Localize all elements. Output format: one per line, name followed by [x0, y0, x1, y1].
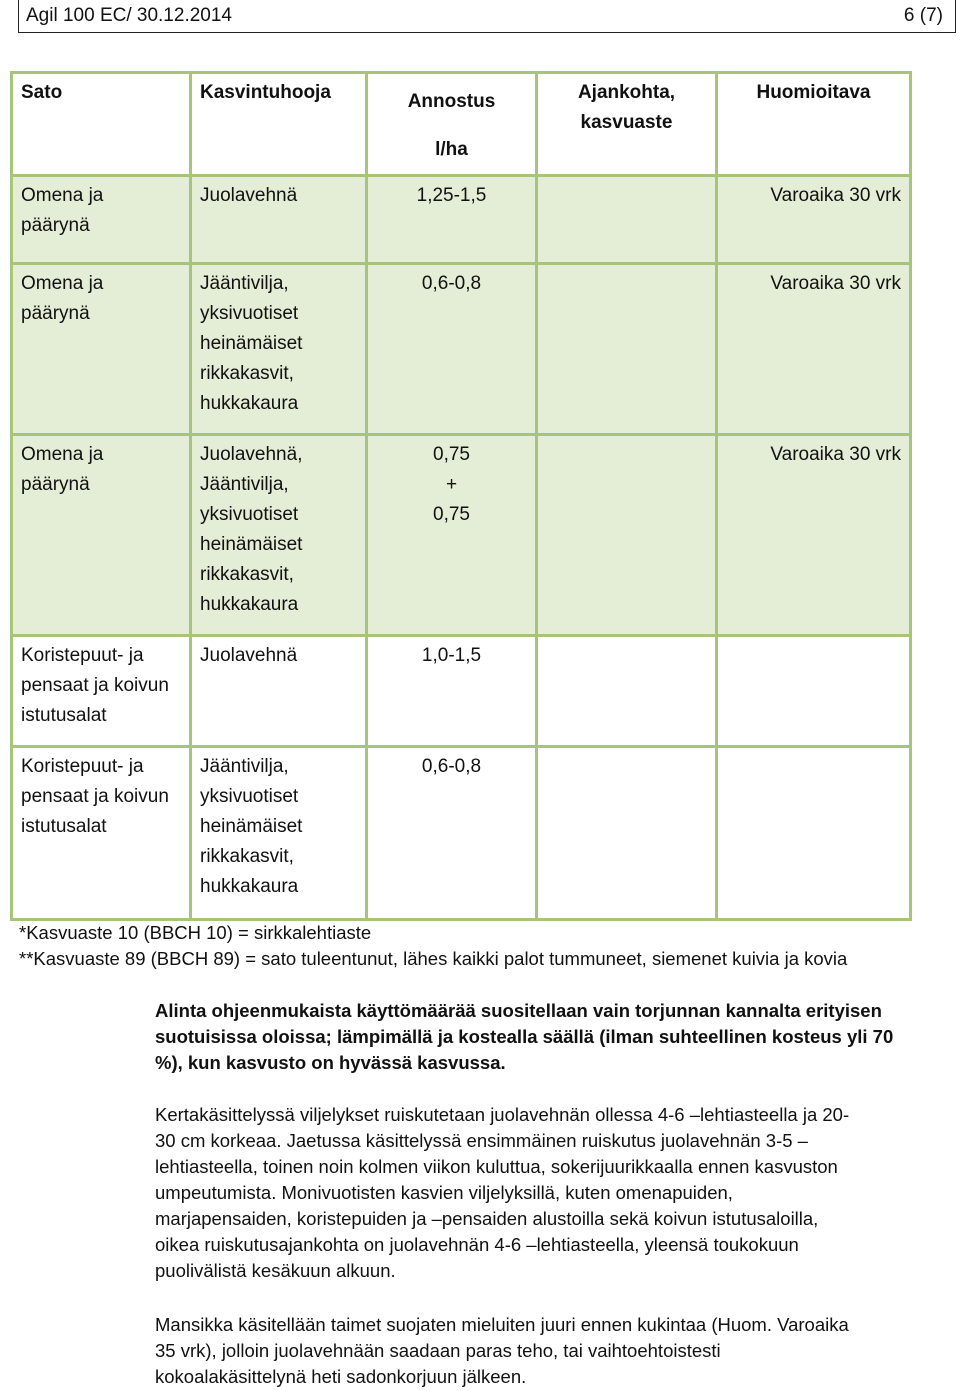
cell-dose — [367, 747, 537, 920]
cell-line: hukkakaura — [200, 594, 299, 615]
cell-timing — [537, 435, 717, 636]
cell-line: Omena ja — [21, 444, 104, 465]
cell-note: Varoaika 30 vrk — [717, 176, 911, 264]
footnote-1: *Kasvuaste 10 (BBCH 10) = sirkkalehtiaste — [19, 922, 372, 943]
cell-line: hukkakaura — [200, 393, 299, 414]
cell-line: yksivuotiset — [200, 504, 299, 525]
cell-line: päärynä — [21, 215, 90, 236]
paragraph-line: %), kun kasvusto on hyvässä kasvussa. — [155, 1052, 506, 1073]
cell-line: 0,6-0,8 — [421, 273, 482, 294]
cell-timing — [537, 264, 717, 435]
cell-line: heinämäiset — [200, 333, 303, 354]
cell-crop — [12, 435, 191, 636]
cell-line: päärynä — [21, 474, 90, 495]
cell-dose — [367, 176, 537, 264]
cell-line: Juolavehnä, — [200, 444, 303, 465]
page-number: 6 (7) — [903, 5, 943, 26]
paragraph-line: Kertakäsittelyssä viljelykset ruiskutetaan juolavehnän ollessa 4-6 –lehtiasteella ja 20- — [155, 1104, 850, 1125]
footnote-2: **Kasvuaste 89 (BBCH 89) = sato tuleentunut, lähes kaikki palot tummuneet, siemenet kuivia ja kovia — [19, 948, 848, 969]
cell-line: rikkakasvit, — [200, 363, 294, 384]
paragraph-line: lehtiasteella, toinen noin kolmen viikon kuluttua, sokerijuurikkaalla ennen kasvuston — [155, 1156, 838, 1177]
cell-line: 0,75 — [433, 504, 470, 525]
cell-line: heinämäiset — [200, 816, 303, 837]
dosage-table — [10, 71, 912, 921]
document-title: Agil 100 EC/ 30.12.2014 — [26, 5, 232, 26]
table-row — [12, 435, 911, 636]
cell-pest — [191, 264, 367, 435]
cell-line: Jääntivilja, — [200, 273, 289, 294]
cell-line: 0,75 — [433, 444, 470, 465]
cell-line: yksivuotiset — [200, 786, 299, 807]
cell-timing — [537, 636, 717, 747]
cell-note — [717, 636, 911, 747]
cell-line: 0,6-0,8 — [421, 756, 482, 777]
paragraph-line: umpeutumista. Monivuotisten kasvien viljelyksillä, kuten omenapuiden, — [155, 1182, 733, 1203]
paragraph-line: marjapensaiden, koristepuiden ja –pensaiden alustoilla sekä koivun istutusaloilla, — [155, 1208, 819, 1229]
header-dose-line1: Annostus — [407, 91, 496, 112]
cell-note — [717, 747, 911, 920]
cell-line: pensaat ja koivun — [21, 675, 169, 696]
cell-crop — [12, 264, 191, 435]
table-row — [12, 747, 911, 920]
cell-line: päärynä — [21, 303, 90, 324]
cell-line: Koristepuut- ja — [21, 645, 144, 666]
cell-line: hukkakaura — [200, 876, 299, 897]
cell-line: 1,25-1,5 — [416, 185, 487, 206]
dosage-recommendation-paragraph — [155, 998, 915, 1076]
cell-pest — [191, 636, 367, 747]
cell-line: rikkakasvit, — [200, 564, 294, 585]
paragraph-line: puolivälistä kesäkuun alkuun. — [155, 1260, 396, 1281]
table-row — [12, 264, 911, 435]
cell-crop — [12, 176, 191, 264]
paragraph-line: 35 vrk), jolloin juolavehnään saadaan paras teho, tai vaihtoehtoistesti — [155, 1340, 721, 1361]
cell-line: yksivuotiset — [200, 303, 299, 324]
cell-line: Juolavehnä — [200, 185, 298, 206]
cell-line: pensaat ja koivun — [21, 786, 169, 807]
cell-line: + — [445, 474, 458, 495]
header-crop: Sato — [12, 73, 191, 176]
cell-line: Omena ja — [21, 185, 104, 206]
cell-line: Omena ja — [21, 273, 104, 294]
cell-pest — [191, 747, 367, 920]
footnotes — [19, 920, 847, 972]
cell-pest — [191, 176, 367, 264]
page-header — [18, 0, 956, 33]
cell-dose — [367, 435, 537, 636]
cell-line: heinämäiset — [200, 534, 303, 555]
cell-line: istutusalat — [21, 705, 107, 726]
cell-crop — [12, 636, 191, 747]
cell-dose — [367, 264, 537, 435]
paragraph-line: Mansikka käsitellään taimet suojaten mieluiten juuri ennen kukintaa (Huom. Varoaika — [155, 1314, 849, 1335]
cell-pest — [191, 435, 367, 636]
table-header-row — [12, 73, 911, 176]
timing-paragraph — [155, 1102, 915, 1284]
header-pest: Kasvintuhooja — [191, 73, 367, 176]
paragraph-line: oikea ruiskutusajankohta on juolavehnän 4-6 –lehtiasteella, yleensä toukokuun — [155, 1234, 799, 1255]
table-row — [12, 176, 911, 264]
cell-note: Varoaika 30 vrk — [717, 435, 911, 636]
header-dose-line2: l/ha — [435, 139, 468, 160]
cell-crop — [12, 747, 191, 920]
paragraph-line: 30 cm korkeaa. Jaetussa käsittelyssä ensimmäinen ruiskutus juolavehnän 3-5 – — [155, 1130, 808, 1151]
cell-line: Jääntivilja, — [200, 756, 289, 777]
cell-line: 1,0-1,5 — [421, 645, 482, 666]
cell-line: istutusalat — [21, 816, 107, 837]
header-timing-line1: Ajankohta, — [577, 82, 676, 103]
table-row — [12, 636, 911, 747]
cell-timing — [537, 176, 717, 264]
strawberry-paragraph — [155, 1312, 915, 1390]
paragraph-line: Alinta ohjeenmukaista käyttömäärää suositellaan vain torjunnan kannalta erityisen — [155, 1000, 882, 1021]
cell-line: Koristepuut- ja — [21, 756, 144, 777]
header-timing — [537, 73, 717, 176]
cell-timing — [537, 747, 717, 920]
cell-note: Varoaika 30 vrk — [717, 264, 911, 435]
cell-dose — [367, 636, 537, 747]
cell-line: Juolavehnä — [200, 645, 298, 666]
header-note: Huomioitava — [717, 73, 911, 176]
cell-line: rikkakasvit, — [200, 846, 294, 867]
paragraph-line: kokoalakäsittelynä heti sadonkorjuun jälkeen. — [155, 1366, 527, 1387]
paragraph-line: suotuisissa oloissa; lämpimällä ja kostealla säällä (ilman suhteellinen kosteus yli 70 — [155, 1026, 894, 1047]
header-timing-line2: kasvuaste — [580, 112, 673, 133]
cell-line: Jääntivilja, — [200, 474, 289, 495]
header-dose — [367, 73, 537, 176]
